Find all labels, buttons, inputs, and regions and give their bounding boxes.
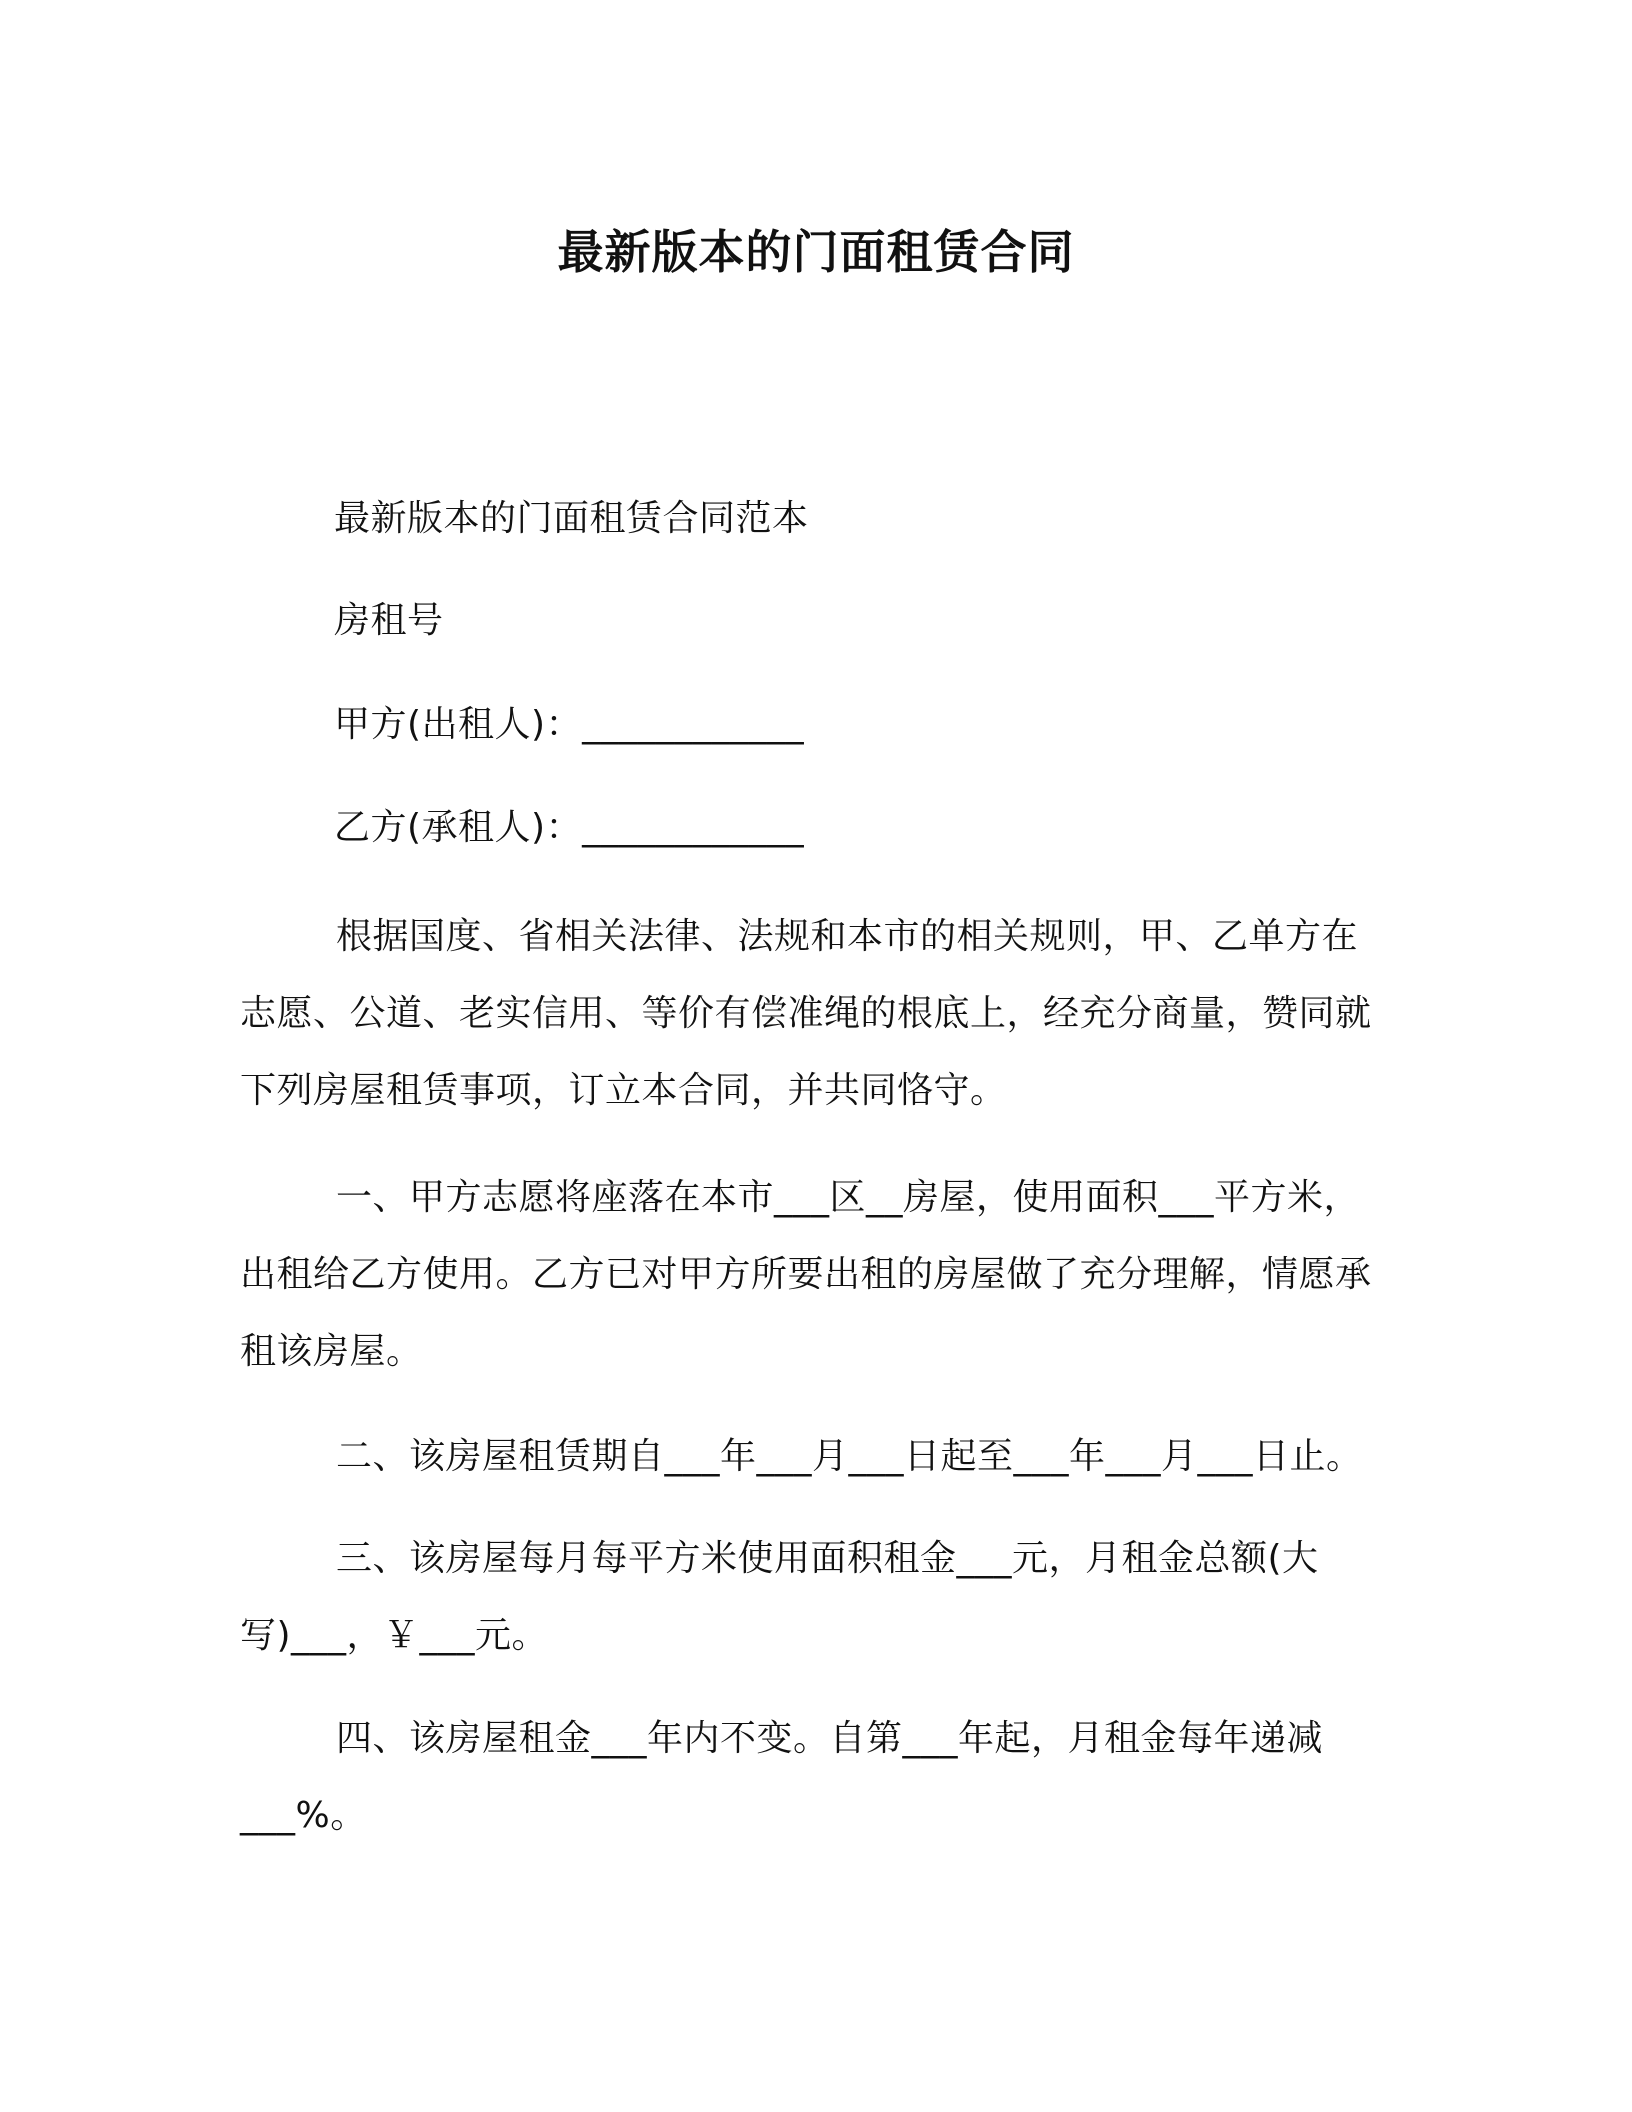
intro-paragraph: 根据国度、省相关法律、法规和本市的相关规则，甲、乙单方在志愿、公道、老实信用、等价有偿准绳的根底上，经充分商量，赞同就下列房屋租赁事项，订立本合同，并共同恪守。 bbox=[240, 916, 1372, 1111]
clause-2-paragraph: 二、该房屋租赁期自___年___月___日起至___年___月___日止。 bbox=[336, 1436, 1363, 1477]
party-a-line: 甲方(出租人)：____________ bbox=[334, 704, 805, 745]
clause-3-paragraph: 三、该房屋每月每平方米使用面积租金___元，月租金总额(大写)___，￥___元。 bbox=[240, 1538, 1319, 1656]
rent-number-label: 房租号 bbox=[334, 600, 444, 641]
clause-1-paragraph: 一、甲方志愿将座落在本市___区__房屋，使用面积___平方米，出租给乙方使用。乙方已对甲方所要出租的房屋做了充分理解，情愿承租该房屋。 bbox=[240, 1177, 1372, 1372]
document-subtitle: 最新版本的门面租赁合同范本 bbox=[334, 498, 809, 539]
party-b-line: 乙方(承租人)：____________ bbox=[334, 807, 805, 848]
clause-4-paragraph: 四、该房屋租金___年内不变。自第___年起，月租金每年递减___%。 bbox=[240, 1718, 1324, 1836]
document-title: 最新版本的门面租赁合同 bbox=[557, 225, 1075, 279]
